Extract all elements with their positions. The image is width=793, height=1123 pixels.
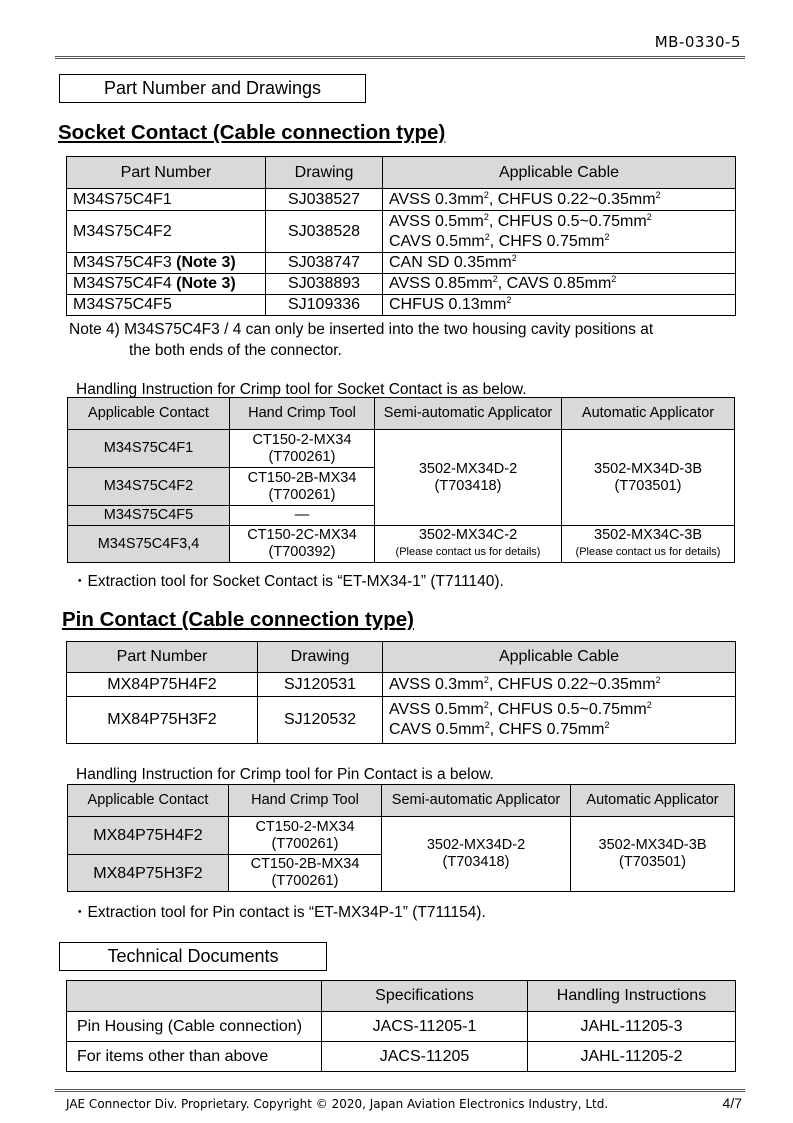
tool-code: (T700261) [271,835,339,852]
page-number: 4/7 [722,1095,742,1111]
drawing-number: SJ038747 [266,253,383,274]
hand-tool: CT150-2B-MX34 [250,856,360,872]
auto-applicator: 3502-MX34D-3B [598,837,707,853]
table-row [67,189,736,211]
technical-documents-table [66,980,736,1072]
footer-copyright: JAE Connector Div. Proprietary. Copyright © 2020, Japan Aviation Electronics Industry, Ltd. [66,1097,609,1111]
semi-applicator: 3502-MX34C-2 [418,527,518,543]
hand-tool: — [230,506,375,526]
auto-applicator-code: (T703501) [619,854,686,870]
column-header: Automatic Applicator [562,398,735,430]
contact-name: M34S75C4F1 [68,430,230,468]
column-header: Applicable Contact [68,398,230,430]
part-number: M34S75C4F4 [73,275,172,292]
note-4-line1: Note 4) M34S75C4F3 / 4 can only be inserted into the two housing cavity positions at [69,321,654,338]
column-header: Applicable Cable [383,642,736,673]
contact-name: M34S75C4F2 [68,468,230,506]
contact-name: M34S75C4F3,4 [68,526,230,563]
part-number: M34S75C4F1 [73,190,172,208]
semi-applicator-code: (T703418) [442,854,510,870]
semi-applicator: 3502-MX34D-2 [418,460,518,477]
pin-extraction-tool: ・Extraction tool for Pin contact is “ET-MX34P-1” (T711154). [72,904,486,921]
tool-code: (T700261) [268,486,336,503]
note-ref: (Note 3) [176,254,236,271]
drawing-number: SJ038527 [266,189,383,211]
table-row [67,274,736,295]
document-number: MB-0330-5 [654,33,741,51]
column-header: Applicable Cable [383,157,736,189]
applicable-cable: CAVS $0.5mm^2$, CHFS $0.75mm^2$ [389,720,610,738]
part-number: MX84P75H4F2 [67,673,258,697]
table-row [67,295,736,316]
tool-code: (T700392) [268,544,336,560]
column-header: Part Number [67,157,266,189]
specification-code: JACS-11205 [322,1042,528,1072]
applicable-cable: CAVS $0.5mm^2$, CHFS $0.75mm^2$ [389,231,610,250]
column-header: Specifications [322,981,528,1012]
table-row [68,526,735,563]
contact-name: M34S75C4F5 [68,506,230,526]
auto-applicator-code: (T703501) [614,477,682,494]
semi-applicator-code: (T703418) [434,477,502,494]
contact-name: MX84P75H3F2 [68,855,229,892]
pin-handling-intro: Handling Instruction for Crimp tool for Pin Contact is a below. [76,766,494,783]
table-row [68,817,735,855]
section-label-part-number: Part Number and Drawings [59,74,366,103]
applicable-cable: AVSS $0.5mm^2$, CHFUS $0.5\sim 0.75mm^2$ [389,700,652,718]
semi-applicator: 3502-MX34D-2 [426,837,526,853]
socket-handling-table [67,397,735,563]
column-header: Drawing [258,642,383,673]
part-number: M34S75C4F2 [73,222,172,240]
socket-heading: Socket Contact (Cable connection type) [58,121,446,144]
contact-note: (Please contact us for details) [575,546,721,558]
section-label-technical-documents: Technical Documents [59,942,327,971]
table-row [67,253,736,274]
part-number: MX84P75H3F2 [67,697,258,744]
handling-instruction-code: JAHL-11205-2 [528,1042,736,1072]
drawing-number: SJ038893 [266,274,383,295]
handling-instruction-code: JAHL-11205-3 [528,1012,736,1042]
column-header: Semi-automatic Applicator [375,398,562,430]
column-header: Applicable Contact [68,785,229,817]
part-number: M34S75C4F5 [73,296,172,313]
column-header [67,981,322,1012]
drawing-number: SJ120532 [258,697,383,744]
note-4-line2: the both ends of the connector. [129,342,342,359]
note-ref: (Note 3) [176,275,236,292]
applicable-cable: AVSS $0.85mm^2$, CAVS $0.85mm^2$ [389,274,617,292]
hand-tool: CT150-2C-MX34 [247,527,357,543]
table-row [67,211,736,253]
applicable-cable: AVSS $0.5mm^2$, CHFUS $0.5\sim 0.75mm^2$ [389,211,652,230]
table-row [67,1042,736,1072]
table-row [67,673,736,697]
column-header: Part Number [67,642,258,673]
footer-rule [55,1089,745,1094]
auto-applicator: 3502-MX34D-3B [594,460,702,477]
applicable-cable: CHFUS $0.13mm^2$ [389,295,512,313]
socket-handling-intro: Handling Instruction for Crimp tool for Socket Contact is as below. [76,381,527,398]
document-item: For items other than above [67,1042,322,1072]
document-item: Pin Housing (Cable connection) [67,1012,322,1042]
hand-tool: CT150-2B-MX34 [247,469,357,486]
tool-code: (T700261) [268,448,336,465]
hand-tool: CT150-2-MX34 [252,431,352,448]
column-header: Hand Crimp Tool [229,785,382,817]
column-header: Semi-automatic Applicator [382,785,571,817]
column-header: Handling Instructions [528,981,736,1012]
column-header: Automatic Applicator [571,785,735,817]
drawing-number: SJ109336 [266,295,383,316]
header-rule [55,56,745,61]
socket-part-table [66,156,736,316]
auto-applicator: 3502-MX34C-3B [594,527,702,543]
contact-note: (Please contact us for details) [395,546,541,558]
applicable-cable: AVSS $0.3mm^2$, CHFUS $0.22\sim 0.35mm^2$ [389,674,661,693]
hand-tool: CT150-2-MX34 [255,818,355,835]
drawing-number: SJ120531 [258,673,383,697]
column-header: Hand Crimp Tool [230,398,375,430]
table-row [68,430,735,468]
drawing-number: SJ038528 [266,211,383,253]
table-row [67,1012,736,1042]
socket-extraction-tool: ・Extraction tool for Socket Contact is “ET-MX34-1” (T711140). [72,573,504,590]
table-row [67,697,736,744]
tool-code: (T700261) [271,873,339,889]
pin-part-table [66,641,736,744]
pin-heading: Pin Contact (Cable connection type) [62,608,414,631]
applicable-cable: AVSS $0.3mm^2$, CHFUS $0.22\sim 0.35mm^2$ [389,189,661,208]
column-header: Drawing [266,157,383,189]
contact-name: MX84P75H4F2 [68,817,229,855]
part-number: M34S75C4F3 [73,254,172,271]
applicable-cable: CAN SD $0.35mm^2$ [389,253,517,271]
specification-code: JACS-11205-1 [322,1012,528,1042]
pin-handling-table [67,784,735,892]
